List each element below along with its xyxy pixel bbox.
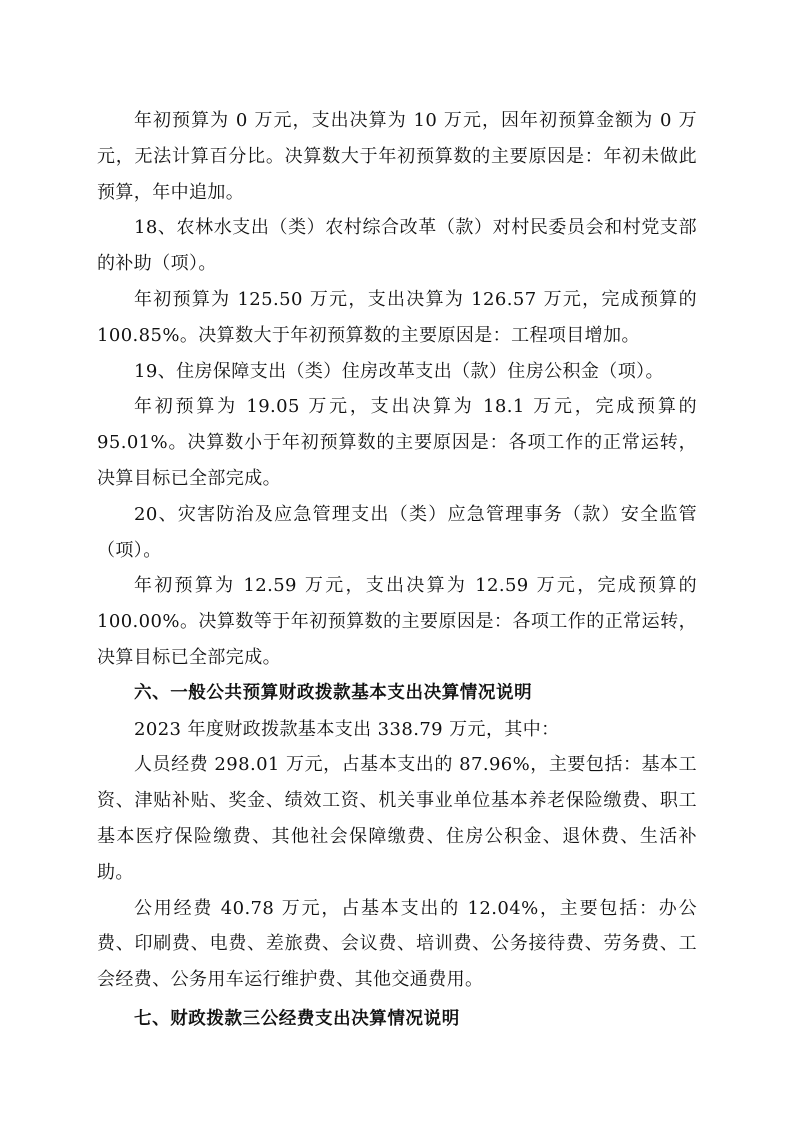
paragraph-item17-detail: 年初预算为 0 万元，支出决算为 10 万元，因年初预算金额为 0 万元，无法计算百分比。决算数大于年初预算数的主要原因是：年初未做此预算，年中追加。 [97,110,697,203]
paragraph-basic-expenditure-total: 2023 年度财政拨款基本支出 338.79 万元，其中： [134,718,560,740]
document-body [97,103,697,1038]
paragraph-item18-detail: 年初预算为 125.50 万元，支出决算为 126.57 万元，完成预算的 100.85%。决算数大于年初预算数的主要原因是：工程项目增加。 [97,288,697,346]
paragraph-item20-title: 20、灾害防治及应急管理支出（类）应急管理事务（款）安全监管（项）。 [97,503,697,561]
paragraph-personnel-expenses: 人员经费 298.01 万元，占基本支出的 87.96%，主要包括：基本工资、津贴补贴、奖金、绩效工资、机关事业单位基本养老保险缴费、职工基本医疗保险缴费、其他社会保障缴费、住房公积金、退休费、生活补助。 [97,754,697,883]
paragraph-item19-title: 19、住房保障支出（类）住房改革支出（款）住房公积金（项）。 [134,360,664,382]
paragraph-item19-detail: 年初预算为 19.05 万元，支出决算为 18.1 万元，完成预算的 95.01%。决算数小于年初预算数的主要原因是：各项工作的正常运转，决算目标已全部完成。 [97,396,697,489]
paragraph-item18-title: 18、农林水支出（类）农村综合改革（款）对村民委员会和村党支部的补助（项）。 [97,217,697,275]
paragraph-item20-detail: 年初预算为 12.59 万元，支出决算为 12.59 万元，完成预算的 100.00%。决算数等于年初预算数的主要原因是：各项工作的正常运转，决算目标已全部完成。 [97,575,697,668]
section-heading-seven: 七、财政拨款三公经费支出决算情况说明 [134,1008,460,1029]
paragraph-public-expenses: 公用经费 40.78 万元，占基本支出的 12.04%，主要包括：办公费、印刷费、电费、差旅费、会议费、培训费、公务接待费、劳务费、工会经费、公务用车运行维护费、其他交通费用。 [97,897,697,991]
section-heading-six: 六、一般公共预算财政拨款基本支出决算情况说明 [134,682,533,703]
